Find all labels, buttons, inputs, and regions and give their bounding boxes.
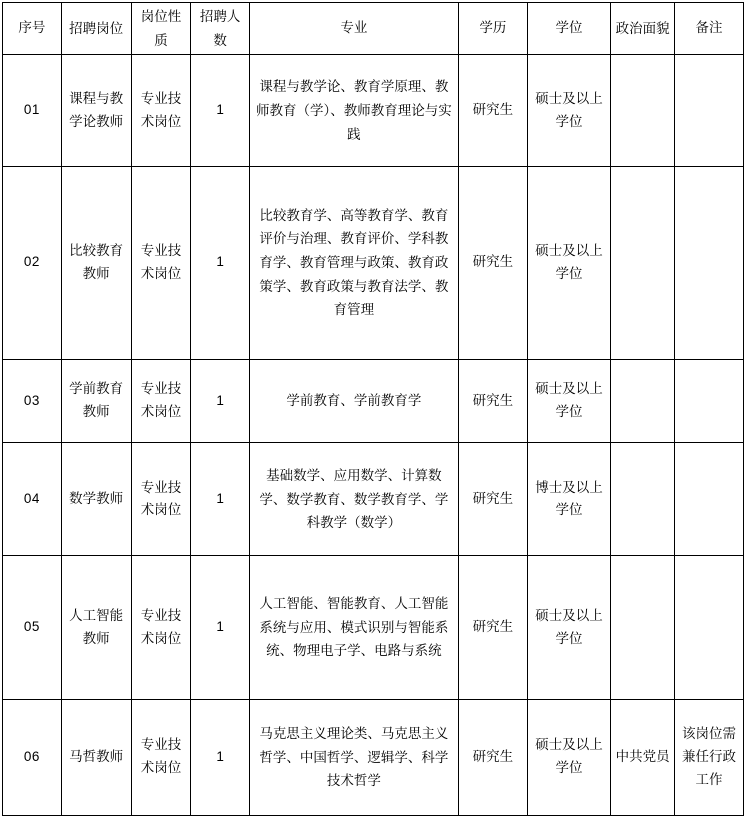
column-header-remark: 备注 (674, 3, 743, 55)
cell-nature: 专业技术岗位 (131, 359, 191, 443)
column-header-count: 招聘人数 (191, 3, 250, 55)
cell-remark: 该岗位需兼任行政工作 (674, 699, 743, 815)
cell-post: 学前教育教师 (61, 359, 131, 443)
cell-count: 1 (191, 359, 250, 443)
column-header-degree: 学位 (527, 3, 610, 55)
cell-degree: 硕士及以上学位 (527, 359, 610, 443)
cell-major: 课程与教学论、教育学原理、教师教育（学）、教师教育理论与实践 (249, 55, 458, 167)
cell-major: 人工智能、智能教育、人工智能系统与应用、模式识别与智能系统、物理电子学、电路与系统 (249, 556, 458, 699)
cell-seq: 02 (3, 167, 62, 359)
cell-count: 1 (191, 167, 250, 359)
table-header (3, 3, 744, 55)
cell-remark (674, 55, 743, 167)
table-body (3, 55, 744, 816)
cell-seq: 01 (3, 55, 62, 167)
cell-political (611, 359, 675, 443)
cell-post: 马哲教师 (61, 699, 131, 815)
cell-nature: 专业技术岗位 (131, 443, 191, 556)
cell-post: 数学教师 (61, 443, 131, 556)
table-row (3, 556, 744, 699)
cell-seq: 06 (3, 699, 62, 815)
column-header-major: 专业 (249, 3, 458, 55)
cell-education: 研究生 (458, 443, 527, 556)
cell-nature: 专业技术岗位 (131, 699, 191, 815)
cell-degree: 硕士及以上学位 (527, 556, 610, 699)
column-header-nature: 岗位性质 (131, 3, 191, 55)
cell-remark (674, 443, 743, 556)
table-row (3, 167, 744, 359)
cell-degree: 博士及以上学位 (527, 443, 610, 556)
table-row (3, 699, 744, 815)
cell-major: 马克思主义理论类、马克思主义哲学、中国哲学、逻辑学、科学技术哲学 (249, 699, 458, 815)
cell-major: 比较教育学、高等教育学、教育评价与治理、教育评价、学科教育学、教育管理与政策、教育政策学、教育政策与教育法学、教育管理 (249, 167, 458, 359)
cell-degree: 硕士及以上学位 (527, 699, 610, 815)
recruitment-table (2, 2, 744, 816)
cell-degree: 硕士及以上学位 (527, 55, 610, 167)
cell-education: 研究生 (458, 359, 527, 443)
cell-remark (674, 167, 743, 359)
cell-post: 比较教育教师 (61, 167, 131, 359)
cell-political (611, 443, 675, 556)
header-row (3, 3, 744, 55)
cell-degree: 硕士及以上学位 (527, 167, 610, 359)
cell-seq: 03 (3, 359, 62, 443)
cell-education: 研究生 (458, 167, 527, 359)
cell-major: 基础数学、应用数学、计算数学、数学教育、数学教育学、学科教学（数学） (249, 443, 458, 556)
table-row (3, 55, 744, 167)
column-header-education: 学历 (458, 3, 527, 55)
cell-nature: 专业技术岗位 (131, 55, 191, 167)
cell-major: 学前教育、学前教育学 (249, 359, 458, 443)
cell-seq: 04 (3, 443, 62, 556)
cell-count: 1 (191, 556, 250, 699)
cell-post: 课程与教学论教师 (61, 55, 131, 167)
cell-remark (674, 556, 743, 699)
cell-nature: 专业技术岗位 (131, 556, 191, 699)
cell-education: 研究生 (458, 699, 527, 815)
cell-remark (674, 359, 743, 443)
cell-political (611, 556, 675, 699)
cell-post: 人工智能教师 (61, 556, 131, 699)
cell-count: 1 (191, 699, 250, 815)
column-header-political: 政治面貌 (611, 3, 675, 55)
cell-count: 1 (191, 443, 250, 556)
table-row (3, 443, 744, 556)
cell-political (611, 55, 675, 167)
cell-count: 1 (191, 55, 250, 167)
cell-seq: 05 (3, 556, 62, 699)
column-header-post: 招聘岗位 (61, 3, 131, 55)
cell-nature: 专业技术岗位 (131, 167, 191, 359)
cell-education: 研究生 (458, 556, 527, 699)
cell-education: 研究生 (458, 55, 527, 167)
table-row (3, 359, 744, 443)
cell-political: 中共党员 (611, 699, 675, 815)
column-header-seq: 序号 (3, 3, 62, 55)
cell-political (611, 167, 675, 359)
